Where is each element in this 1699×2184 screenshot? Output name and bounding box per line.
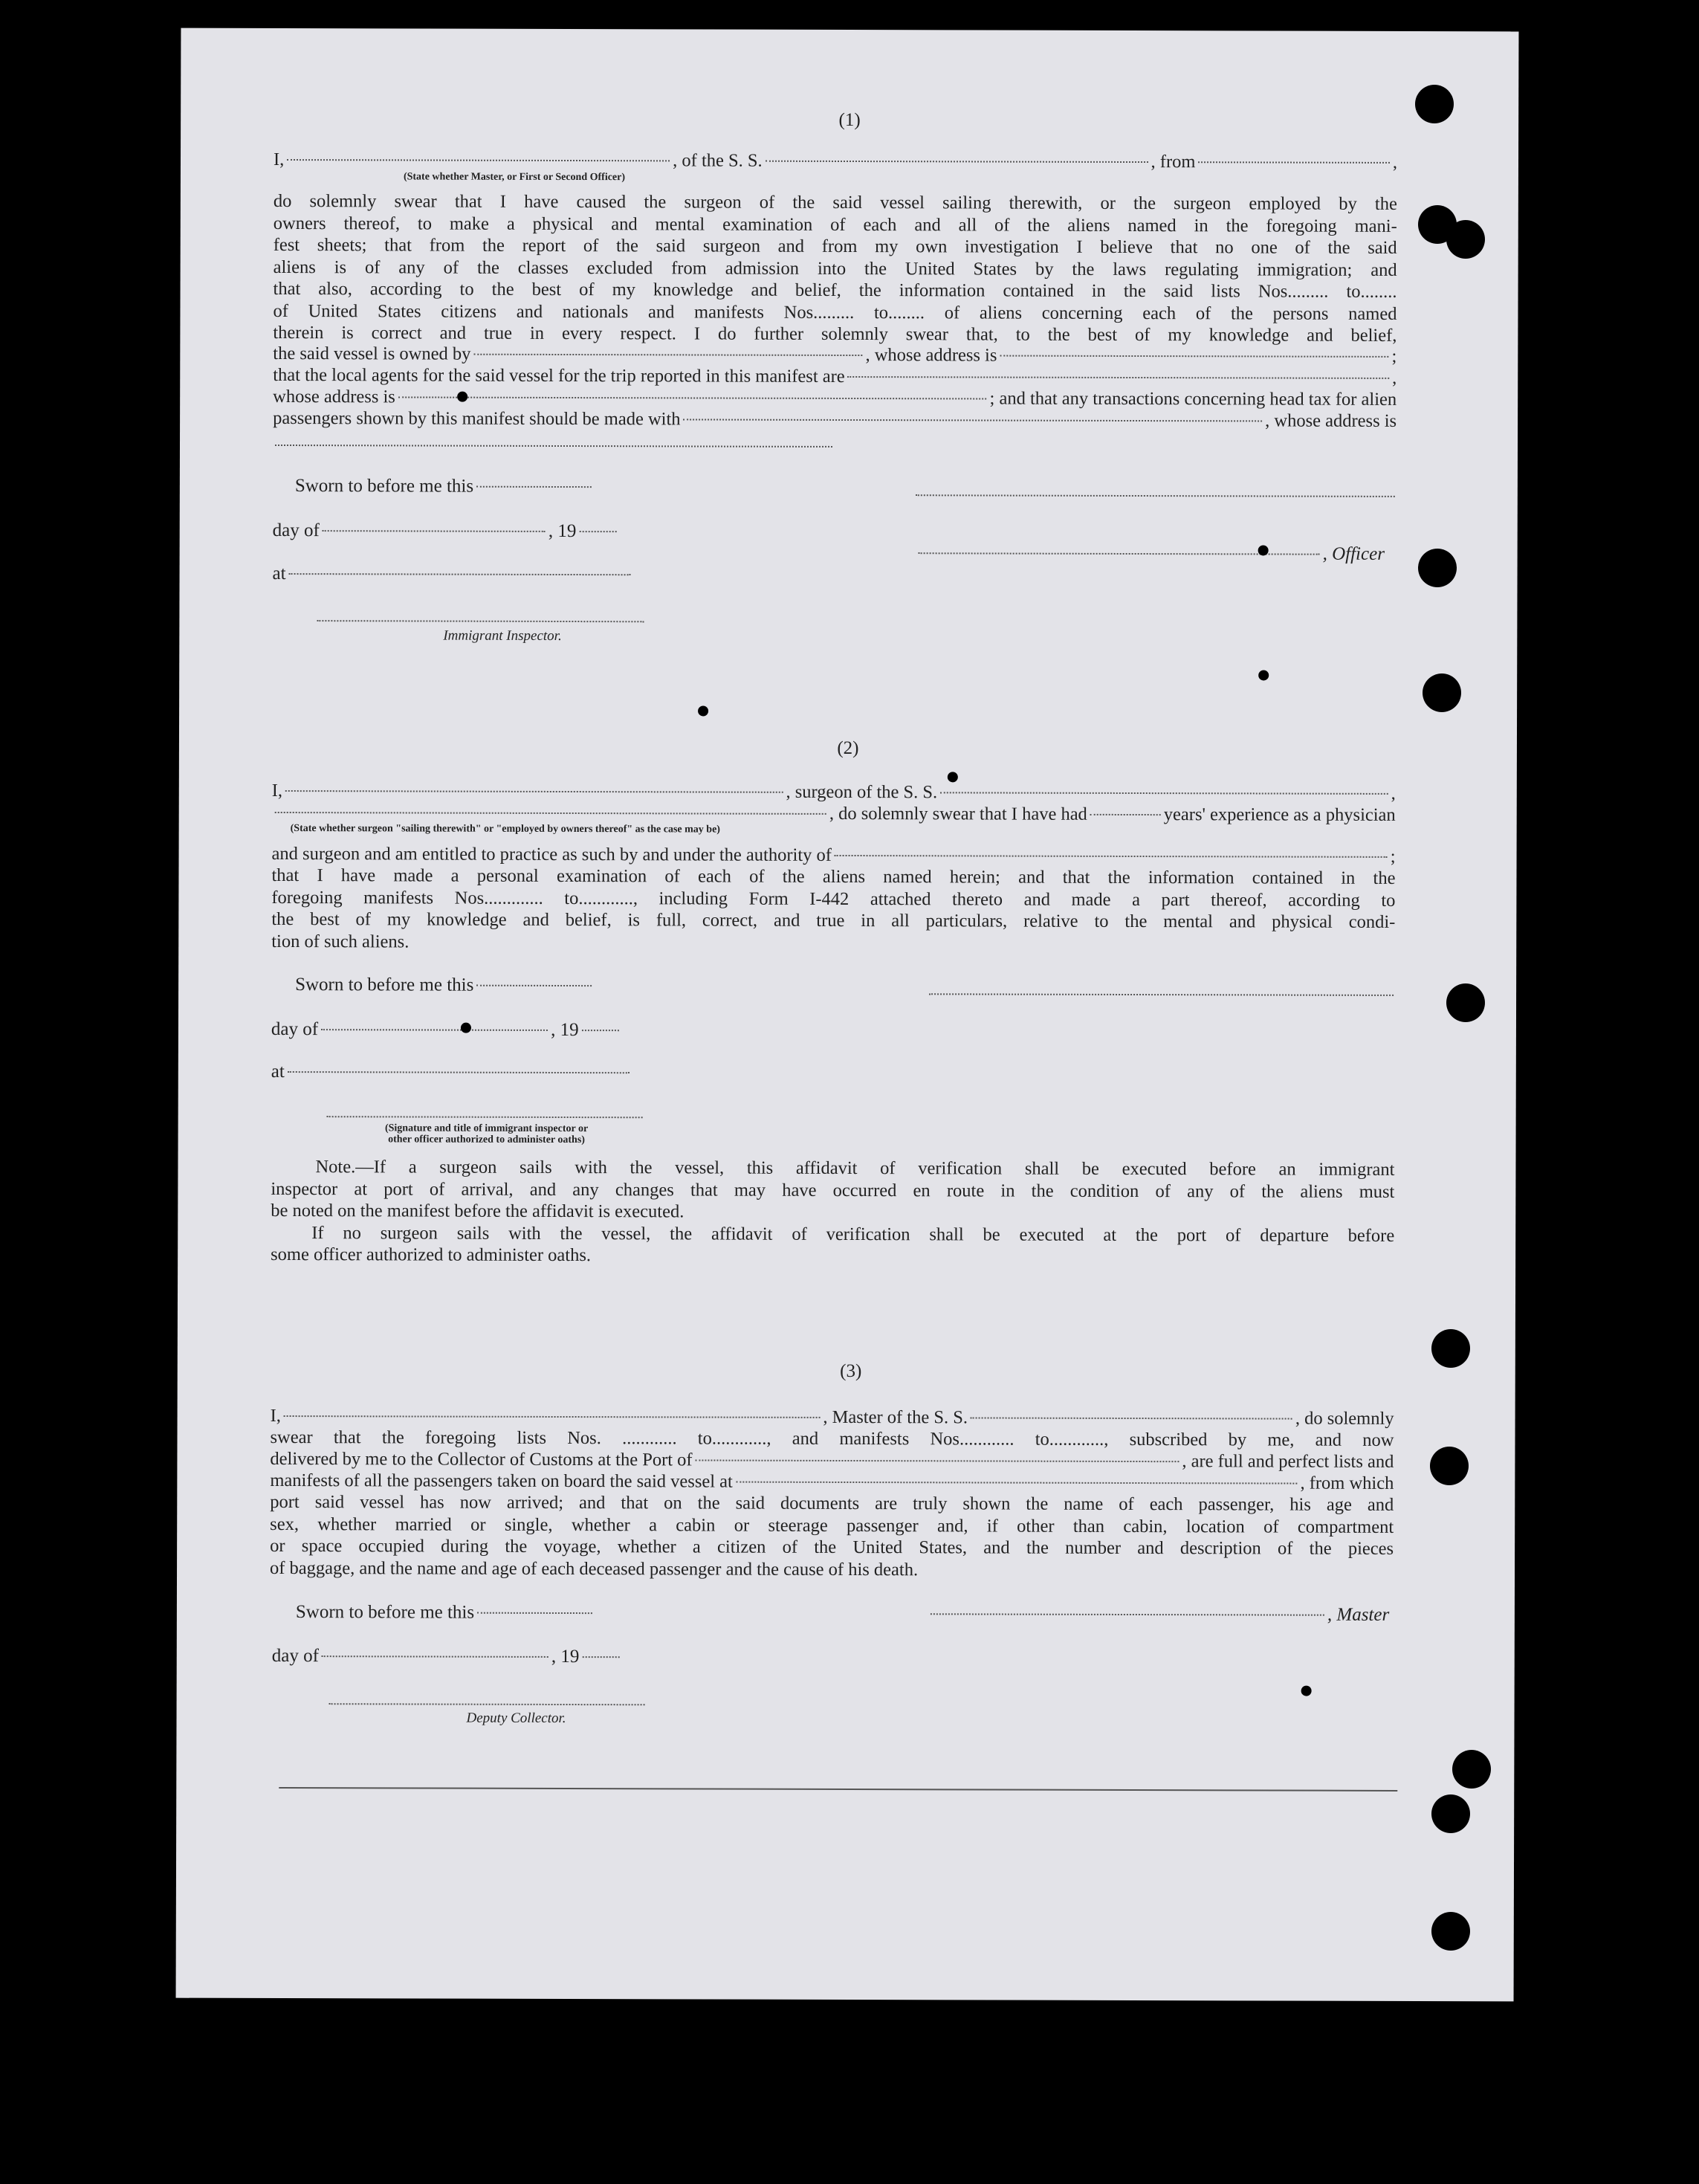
s3-master-name-field[interactable] [284,1415,820,1418]
section-3-heading: (3) [840,1360,862,1382]
s3-master-sign-row: , Master [928,1603,1389,1626]
form-page [176,28,1519,2002]
bottom-rule [279,1787,1397,1792]
s3-lists-line: swear that the foregoing lists Nos. ............ to............, and manifests Nos............ to............, subscribed by me, and now [270,1427,1394,1450]
s3-collector-caption: Deputy Collector. [466,1710,566,1727]
ink-spot [1258,545,1269,555]
s1-owner-field[interactable] [473,354,862,356]
s1-head-tax-field[interactable] [684,419,1263,421]
s1-passengers-line: passengers shown by this manifest should be made with , whose address is [273,407,1397,431]
punch-hole [1431,1912,1470,1951]
s1-oath-text: do solemnly swear that I have caused the surgeon of the said vessel sailing therewith, or the surgeon employed by the owners thereof, to make a physical and mental examination of each and all of the aliens named in the foregoing mani- fest sheets; that from the report of the said surgeon and from my own investigation I believe that no one of the said aliens is of any of the classes excluded from admission into the United States by the laws regulating immigration; and that also, according to the best of my knowledge and belief, the information contained in the said lists Nos......... to........ of United States citizens and nationals and manifests Nos......... to........ of aliens concerning each of the persons named therein is correct and true in every respect. I do further solemnly swear that, to the best of my knowledge and belief, [273,190,1397,346]
s1-officer-signature-top[interactable] [916,494,1395,497]
punch-hole [1446,220,1485,259]
s1-master-line: I, , of the S. S. , from , [273,149,1398,172]
s3-port-field[interactable] [696,1459,1179,1462]
s1-inspector-signature-field[interactable] [317,620,644,622]
s2-vessel-field[interactable] [940,792,1388,795]
s1-agents-field[interactable] [848,376,1389,379]
s3-boarding-port-field[interactable] [736,1482,1298,1484]
punch-hole [1415,85,1454,123]
ink-spot [457,392,467,402]
s2-inspector-signature-field[interactable] [327,1116,643,1118]
s3-master-line: I, , Master of the S. S. , do solemnly [270,1405,1394,1429]
s1-sworn-day-field[interactable] [476,486,592,488]
s2-surgeon-name-field[interactable] [285,790,783,793]
s1-owner-address-field[interactable] [1000,355,1388,358]
ink-spot [1301,1686,1312,1696]
section-2-heading: (2) [837,737,859,759]
s1-year-field[interactable] [579,531,616,532]
s3-collector-signature-field[interactable] [329,1703,645,1705]
s3-day-row: day of , 19 [272,1646,623,1667]
s2-note: Note.—If a surgeon sails with the vessel, this affidavit of verification shall be executed before an immigrant inspector at port of arrival, and any changes that may have occurred en route in the condition of any of the aliens must be noted on the manifest before the affidavit is executed. If no surgeon sails with the vessel, the affidavit of verification shall be executed at the port of departure before some officer authorized to administer oaths. [271,1157,1395,1266]
s2-oath-text: that I have made a personal examination of each of the aliens named herein; and that the information contained in the foregoing manifests Nos............. to............, including Form I-442 attached thereto and made a part thereof, according to the best of my knowledge and belief, is full, correct, and true in all particulars, relative to the mental and physical condi- tion of such aliens. [271,865,1396,952]
s1-owned-line: the said vessel is owned by , whose address is ; [273,343,1397,366]
s2-at-field[interactable] [288,1071,630,1073]
s2-surgeon-signature-field[interactable] [929,993,1394,996]
s2-surgeon-line: I, , surgeon of the S. S. , [271,780,1396,804]
s2-signature-caption: (Signature and title of immigrant inspector or other officer authorized to administer oaths) [384,1122,589,1146]
s1-rank-caption: (State whether Master, or First or Second Officer) [403,171,626,184]
s3-sworn-day-field[interactable] [477,1612,592,1614]
section-1-heading: (1) [838,109,861,131]
s1-from-field[interactable] [1198,161,1389,164]
s2-sworn-row: Sworn to before me this [295,975,595,996]
s1-officer-row: , Officer [916,543,1385,565]
punch-hole [1430,1447,1469,1485]
s3-month-field[interactable] [322,1655,548,1658]
punch-hole [1418,549,1457,587]
s2-at-row: at [271,1062,632,1083]
punch-hole [1431,1329,1470,1368]
s2-authority-field[interactable] [835,855,1388,858]
s2-surgeon-caption: (State whether surgeon "sailing therewith" or "employed by owners thereof" as the case may be) [290,823,720,836]
s2-surgeon-type-field[interactable] [275,812,826,815]
s3-collector-line: delivered by me to the Collector of Customs at the Port of , are full and perfect lists and [270,1448,1394,1472]
s1-vessel-field[interactable] [766,161,1148,163]
s2-month-field[interactable] [321,1029,548,1031]
s2-year-field[interactable] [582,1030,619,1031]
s1-day-row: day of , 19 [273,520,620,542]
punch-hole [1452,1750,1491,1789]
punch-hole [1431,1794,1470,1833]
punch-hole [1423,673,1461,712]
s2-experience-line: , do solemnly swear that I have had years' experience as a physician [272,801,1396,826]
s2-day-row: day of , 19 [271,1019,622,1041]
s1-at-field[interactable] [289,573,631,575]
s1-agents-line: that the local agents for the said vessel for the trip reported in this manifest are , [273,364,1397,388]
s1-sworn-row: Sworn to before me this [295,476,595,497]
s1-agent-address-field[interactable] [398,396,987,399]
s3-oath-text: port said vessel has now arrived; and that on the said documents are truly shown the name of each passenger, his age and sex, whether married or single, whether a cabin or steerage passenger and, if other than cabin, location of compartment or space occupied during the voyage, whether a citizen of the United States, and the number and description of the pieces of baggage, and the name and age of each deceased passenger and the cause of his death. [270,1491,1394,1580]
s2-authority-line: and surgeon and am entitled to practice as such by and under the authority of ; [271,843,1396,867]
s1-inspector-caption: Immigrant Inspector. [443,627,562,644]
s1-month-field[interactable] [323,530,546,532]
s3-year-field[interactable] [582,1656,619,1658]
s3-sworn-row: Sworn to before me this [296,1602,595,1624]
ink-spot [1258,670,1269,680]
s1-rank-field[interactable] [287,159,670,161]
s2-years-field[interactable] [1090,814,1161,815]
s3-boarded-line: manifests of all the passengers taken on board the said vessel at , from which [270,1470,1394,1493]
punch-hole [1446,983,1485,1022]
s3-master-signature-field[interactable] [931,1613,1324,1615]
s1-address-continuation-field[interactable] [275,445,832,448]
s1-agent-address-line: whose address is ; and that any transactions concerning head tax for alien [273,386,1397,410]
s3-vessel-field[interactable] [971,1417,1292,1419]
ink-spot [461,1023,471,1033]
ink-spot [948,772,958,782]
s2-sworn-day-field[interactable] [476,985,592,986]
ink-spot [698,705,708,716]
s1-at-row: at [273,563,634,585]
